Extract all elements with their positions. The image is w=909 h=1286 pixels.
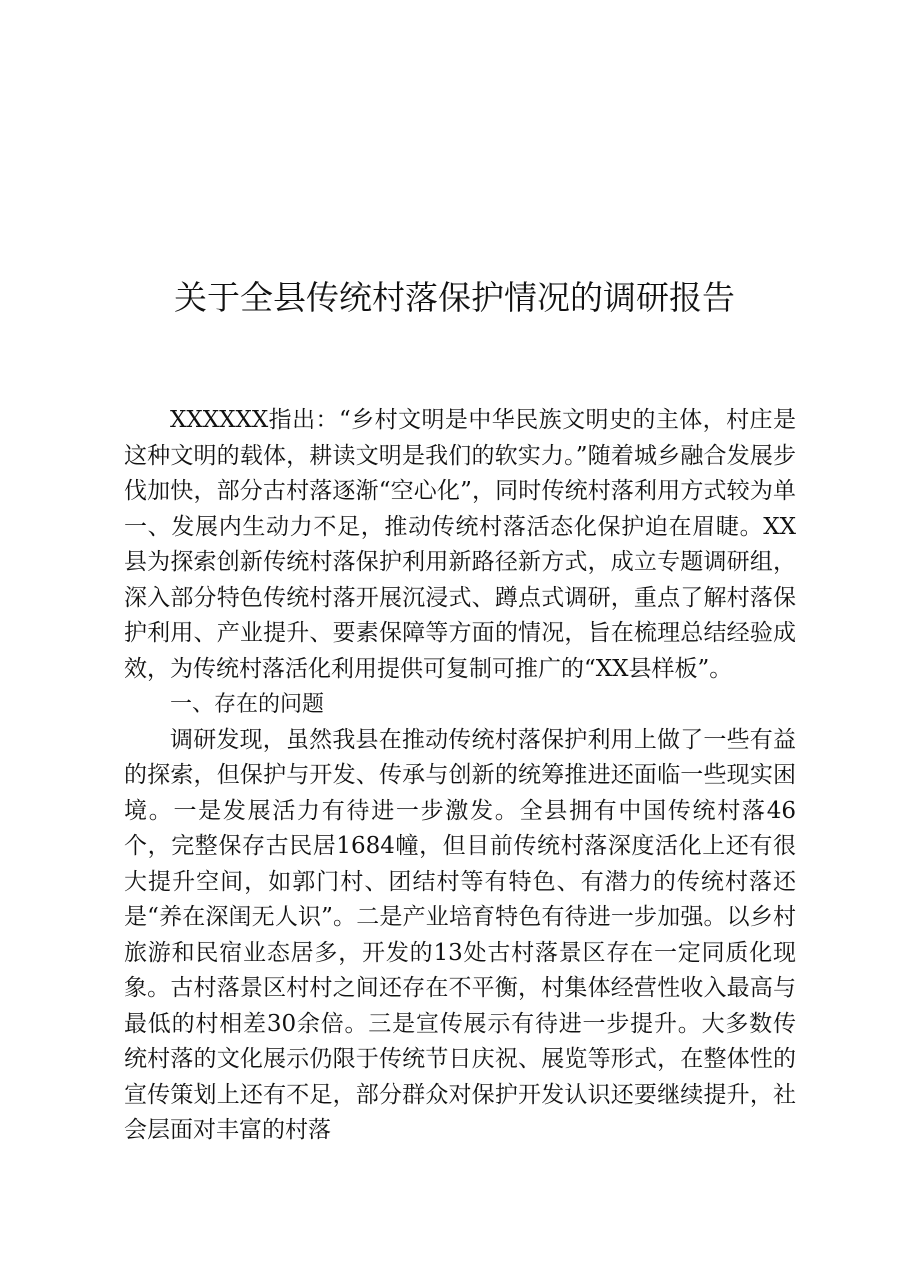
section-paragraph-problems: 调研发现，虽然我县在推动传统村落保护利用上做了一些有益的探索，但保护与开发、传承与创新的统筹推进还面临一些现实困境。一是发展活力有待进一步激发。全县拥有中国传统村落46个，完整保存古民居1684幢，但目前传统村落深度活化上还有很大提升空间，如郭门村、团结村等有特色、有潜力的传统村落还是“养在深闺无人识”。二是产业培育特色有待进一步加强。以乡村旅游和民宿业态居多，开发的13处古村落景区存在一定同质化现象。古村落景区村村之间还存在不平衡，村集体经营性收入最高与最低的村相差30余倍。三是宣传展示有待进一步提升。大多数传统村落的文化展示仍限于传统节日庆祝、展览等形式，在整体性的宣传策划上还有不足，部分群众对保护开发认识还要继续提升，社会层面对丰富的村落	[124, 726, 796, 1143]
document-title: 关于全县传统村落保护情况的调研报告	[174, 278, 735, 317]
document-body	[124, 403, 796, 1149]
intro-paragraph: XXXXXX指出：“乡村文明是中华民族文明史的主体，村庄是这种文明的载体，耕读文明是我们的软实力。”随着城乡融合发展步伐加快，部分古村落逐渐“空心化”，同时传统村落利用方式较为单一、发展内生动力不足，推动传统村落活态化保护迫在眉睫。XX县为探索创新传统村落保护利用新路径新方式，成立专题调研组，深入部分特色传统村落开展沉浸式、蹲点式调研，重点了解村落保护利用、产业提升、要素保障等方面的情况，旨在梳理总结经验成效，为传统村落活化利用提供可复制可推广的“XX县样板”。	[124, 407, 796, 682]
section-heading-problems: 一、存在的问题	[170, 692, 325, 717]
